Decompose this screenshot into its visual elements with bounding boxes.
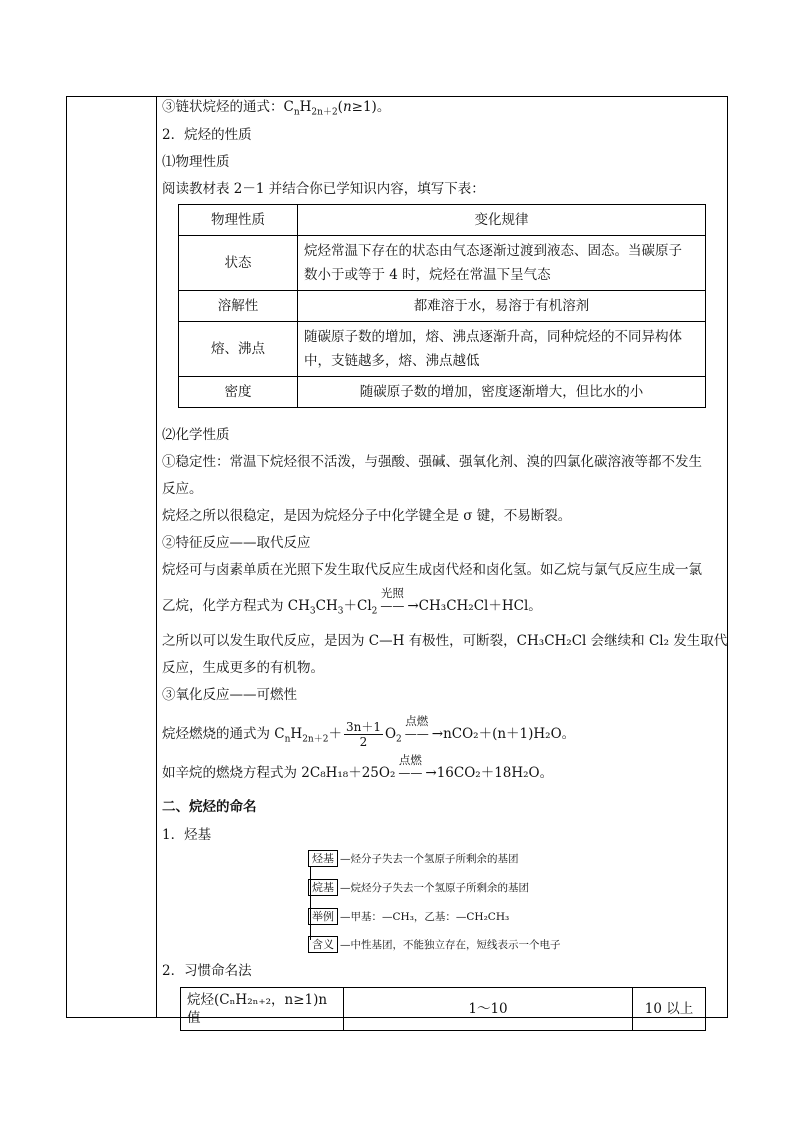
table-header-row xyxy=(179,205,706,236)
gf-sub2: 2n＋2 xyxy=(311,107,338,118)
gf-sub1: n xyxy=(293,107,300,118)
combustion-equation: 烷烃燃烧的通式为 $C_nH_{2n+2}+$ $\frac{3n+1}{2}$ $O_2$ 点燃 —— →nCO₂＋(n＋1)H₂O。 xyxy=(162,714,576,749)
gf-suffix: ≥1)。 xyxy=(351,99,391,115)
prop-cell: 熔、沸点 xyxy=(179,322,298,377)
diagram-box: 烃基 xyxy=(308,850,338,867)
rule-line-2: 数小于或等于 4 时，烷烃在常温下呈气态 xyxy=(304,267,551,283)
stability-line-3: 烷烃之所以很稳定，是因为烷烃分子中化学键全是 σ 键，不易断裂。 xyxy=(162,508,572,524)
octane-equation xyxy=(162,753,554,782)
reaction-condition: 光照 xyxy=(380,586,404,600)
diagram-row xyxy=(308,908,509,926)
diagram-box: 举例 xyxy=(308,908,338,925)
rule-cell xyxy=(298,322,706,377)
header-rule: 变化规律 xyxy=(298,205,706,236)
reaction-condition: 点燃 xyxy=(405,714,429,728)
diagram-connector xyxy=(310,867,319,940)
table-row xyxy=(181,988,706,1031)
substitution-line-1: 烷烃可与卤素单质在光照下发生取代反应生成卤代烃和卤化氢。如乙烷与氯气反应生成一氯 xyxy=(162,562,702,578)
rule-cell: 都难溶于水，易溶于有机溶剂 xyxy=(298,291,706,322)
fraction xyxy=(344,720,383,749)
diagram-text: —烃分子失去一个氢原子所剩余的基团 xyxy=(340,853,519,865)
diagram-row xyxy=(308,879,529,897)
column-divider xyxy=(156,97,157,1017)
table-row xyxy=(179,236,706,291)
prop-cell: 密度 xyxy=(179,377,298,408)
frac-den: 2 xyxy=(359,735,368,749)
table-row xyxy=(179,322,706,377)
reaction-arrow: 光照 —— xyxy=(380,586,405,613)
physical-properties-table xyxy=(178,204,706,408)
comb-prefix: 烷烃燃烧的通式为 C xyxy=(162,726,285,742)
diagram-box: 烷基 xyxy=(308,879,338,896)
prop-cell: 溶解性 xyxy=(179,291,298,322)
subsection-1-title: 1．烃基 xyxy=(162,827,212,843)
diagram-text: —甲基：—CH₃，乙基：—CH₂CH₃ xyxy=(340,911,510,923)
general-formula-line xyxy=(162,98,390,122)
eq-prefix: 乙烷，化学方程式为 CH xyxy=(162,598,310,614)
gf-n: n xyxy=(342,99,352,115)
habit-col1: 烷烃(CₙH₂ₙ₊₂，n≥1)n 值 xyxy=(181,988,344,1031)
table-row xyxy=(179,291,706,322)
rule-line-2: 中，支链越多，熔、沸点越低 xyxy=(304,353,480,369)
stability-line-1: ①稳定性：常温下烷烃很不活泼，与强酸、强碱、强氧化剂、溴的四氯化碳溶液等都不发生 xyxy=(162,454,702,470)
diagram-row xyxy=(308,936,561,954)
section-2-1-title: ⑴物理性质 xyxy=(162,154,230,170)
header-prop: 物理性质 xyxy=(179,205,298,236)
octane-prefix: 如辛烷的燃烧方程式为 2C₈H₁₈＋25O₂ xyxy=(162,765,396,781)
gf-prefix: ③链状烷烃的通式：C xyxy=(162,99,294,115)
hydrocarbon-group-diagram xyxy=(308,850,608,954)
habit-naming-table xyxy=(180,987,706,1031)
habit-col3: 10 以上 xyxy=(633,988,706,1031)
diagram-text: —中性基团，不能独立存在，短线表示一个电子 xyxy=(340,939,561,951)
eq-rhs: →CH₃CH₂Cl＋HCl。 xyxy=(407,598,542,614)
prop-cell: 状态 xyxy=(179,236,298,291)
subsection-2-title: 2．习惯命名法 xyxy=(162,963,252,979)
frac-num: 3n＋1 xyxy=(345,720,381,734)
octane-rhs: →16CO₂＋18H₂O。 xyxy=(425,765,554,781)
rule-line-1: 烷烃常温下存在的状态由气态逐渐过渡到液态、固态。当碳原子 xyxy=(304,243,682,259)
substitution-title: ②特征反应——取代反应 xyxy=(162,535,311,551)
substitution-line-4: 反应，生成更多的有机物。 xyxy=(162,660,324,676)
table-row xyxy=(179,377,706,408)
reaction-arrow: 点燃 —— xyxy=(398,753,423,780)
gf-mid: H xyxy=(299,99,312,115)
substitution-line-3: 之所以可以发生取代反应，是因为 C—H 有极性，可断裂，CH₃CH₂Cl 会继续和 Cl₂ 发生取代 xyxy=(162,633,728,649)
habit-col2: 1～10 xyxy=(344,988,633,1031)
substitution-equation: 乙烷，化学方程式为 $CH_3CH_3+Cl_2$ 光照 —— →CH₃CH₂Cl＋HCl。 xyxy=(162,586,542,617)
stability-line-2: 反应。 xyxy=(162,481,203,497)
rule-cell: 随碳原子数的增加，密度逐渐增大，但比水的小 xyxy=(298,377,706,408)
gf-paren: ( xyxy=(337,99,343,115)
comb-rhs: →nCO₂＋(n＋1)H₂O。 xyxy=(431,726,576,742)
diagram-row xyxy=(308,850,519,868)
section-2-2-title: ⑵化学性质 xyxy=(162,427,230,443)
rule-line-1: 随碳原子数的增加，熔、沸点逐渐升高，同种烷烃的不同异构体 xyxy=(304,329,682,345)
section-2-1-intro: 阅读教材表 2－1 并结合你已学知识内容，填写下表： xyxy=(162,181,485,197)
reaction-condition: 点燃 xyxy=(398,753,422,767)
diagram-box: 含义 xyxy=(308,936,338,953)
diagram-text: —烷烃分子失去一个氢原子所剩余的基团 xyxy=(340,882,529,894)
rule-cell xyxy=(298,236,706,291)
section-2-title: 2．烷烃的性质 xyxy=(162,127,252,143)
section-naming-title: 二、烷烃的命名 xyxy=(162,799,257,815)
oxidation-title: ③氧化反应——可燃性 xyxy=(162,687,297,703)
reaction-arrow: 点燃 —— xyxy=(404,714,429,741)
